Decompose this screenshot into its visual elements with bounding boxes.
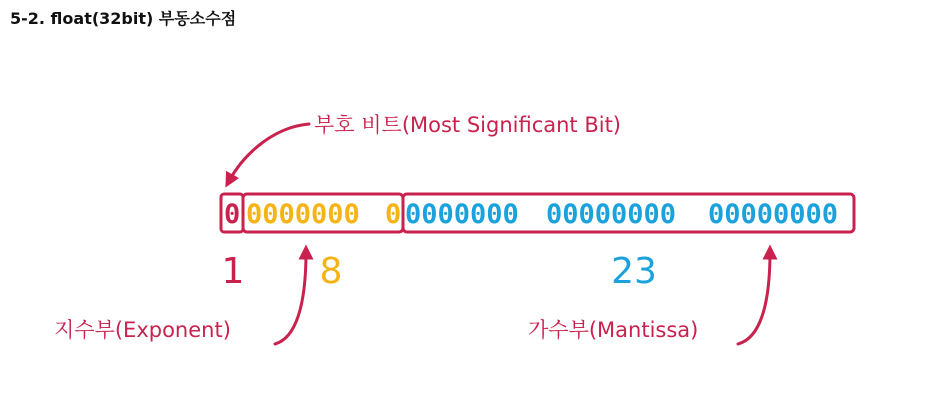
sign-bit-label: 부호 비트(Most Significant Bit) (314, 113, 621, 137)
exponent-arrow (275, 252, 306, 344)
mantissa-label: 가수부(Mantissa) (528, 318, 699, 342)
sign-bit: 0 (224, 199, 241, 230)
exponent-bits-group1: 0000000 (246, 199, 360, 230)
mantissa-arrow (738, 252, 770, 344)
page-title: 5-2. float(32bit) 부동소수점 (10, 9, 237, 28)
sign-count: 1 (221, 251, 245, 292)
exponent-count: 8 (319, 251, 343, 292)
mantissa-bits-group1: 0000000 (405, 199, 519, 230)
exponent-label: 지수부(Exponent) (54, 318, 231, 342)
mantissa-count: 23 (611, 251, 657, 292)
mantissa-bits-group2: 00000000 (546, 199, 677, 230)
mantissa-bits-group3: 00000000 (708, 199, 839, 230)
exponent-bits-group2: 0 (385, 199, 402, 230)
sign-arrow (229, 124, 309, 181)
